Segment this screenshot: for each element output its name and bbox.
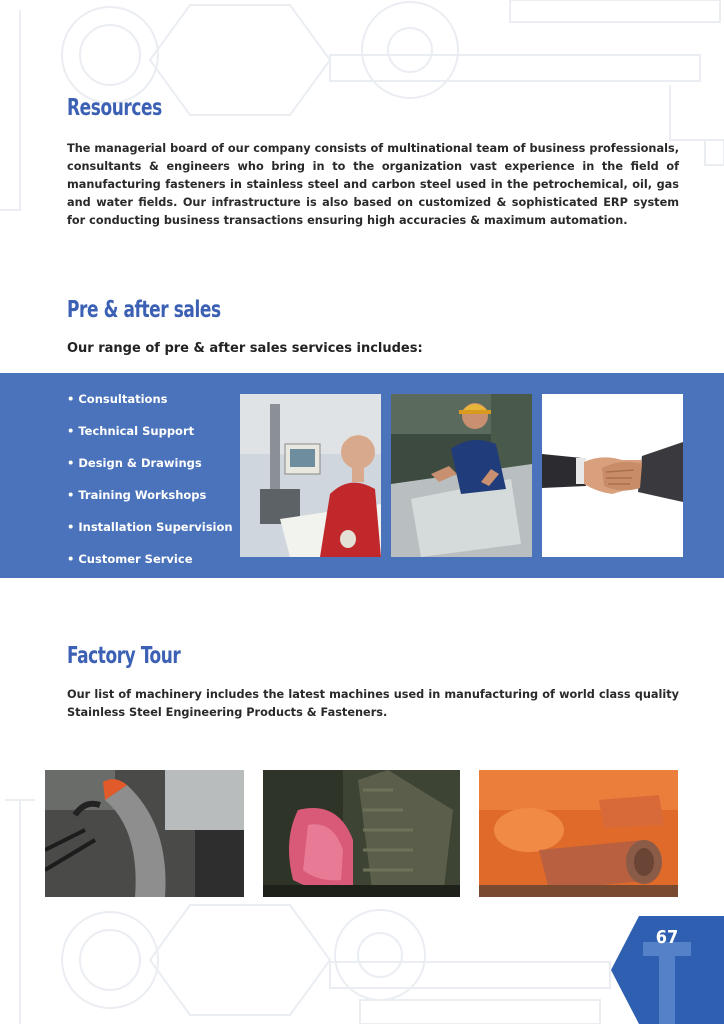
- factory-photo-heated-elbow: [263, 770, 460, 897]
- sales-intro: Our range of pre & after sales services includes:: [67, 341, 423, 356]
- factory-heading: Factory Tour: [67, 643, 181, 669]
- service-item-technical-support: • Technical Support: [67, 424, 195, 438]
- service-item-customer-service: • Customer Service: [67, 552, 193, 566]
- service-item-training-workshops: • Training Workshops: [67, 488, 207, 502]
- service-item-consultations: • Consultations: [67, 392, 168, 406]
- factory-paragraph: Our list of machinery includes the latest machines used in manufacturing of world class quality Stainless Steel Engineering Products & Fasteners.: [67, 688, 679, 719]
- page-number: 67: [655, 927, 679, 948]
- engineer-photo: [240, 394, 381, 557]
- service-item-design-drawings: • Design & Drawings: [67, 456, 202, 470]
- resources-paragraph: The managerial board of our company consists of multinational team of business professionals, consultants & engineers who bring in to the organization vast experience in the field of manufacturing fasteners in stainless steel and carbon steel used in the petrochemical, oil, gas and water fields. Our infrastructure is also based on customized & sophisticated ERP system for conducting business transactions ensuring high accuracies & maximum automation.: [67, 142, 679, 227]
- service-item-installation-supervision: • Installation Supervision: [67, 520, 233, 534]
- resources-heading: Resources: [67, 95, 162, 121]
- handshake-photo: [542, 394, 683, 557]
- worker-photo: [391, 394, 532, 557]
- factory-photo-pipe-bend: [45, 770, 244, 897]
- sales-heading: Pre & after sales: [67, 297, 221, 323]
- factory-photo-hot-pipes: [479, 770, 678, 897]
